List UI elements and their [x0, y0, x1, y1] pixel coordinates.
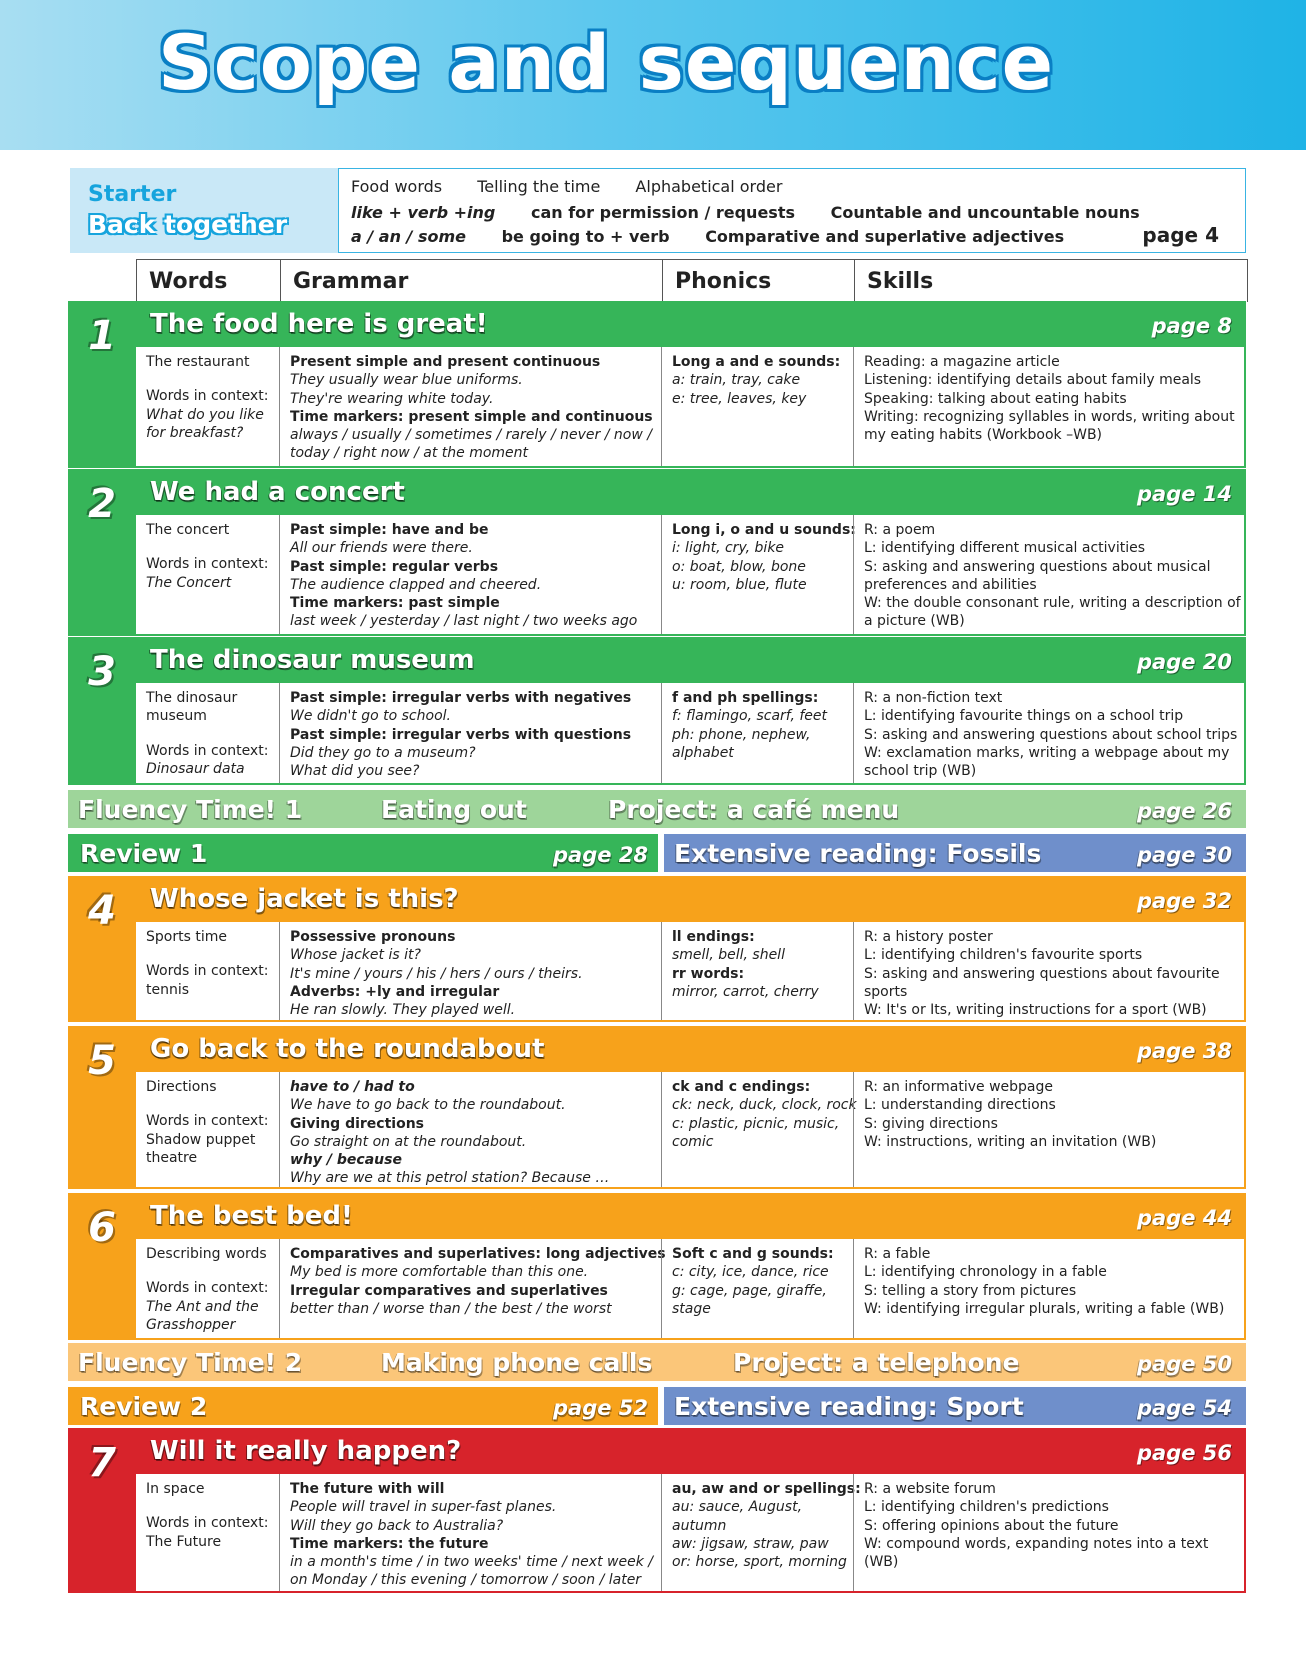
unit-page-ref: page 56: [1136, 1441, 1232, 1465]
grammar-line: Time markers: the future: [290, 1535, 489, 1552]
phonics-cell: [661, 922, 853, 1020]
extensive-reading-1-band: [664, 834, 1246, 872]
skills-line: R: an informative webpage: [864, 1079, 1053, 1095]
grammar-line: They're wearing white today.: [290, 390, 494, 407]
page-title: Scope and sequence: [158, 18, 1055, 107]
skills-line: Speaking: talking about eating habits: [864, 390, 1127, 407]
words-line: for breakfast?: [146, 424, 244, 441]
unit-page-ref: page 38: [1136, 1039, 1232, 1063]
phonics-line: stage: [672, 1300, 711, 1317]
starter-item: Alphabetical order: [635, 177, 783, 196]
unit-number: 6: [88, 1205, 116, 1251]
skills-line: S: giving directions: [864, 1115, 998, 1132]
phonics-line: f and ph spellings:: [672, 690, 819, 706]
phonics-line: smell, bell, shell: [672, 947, 785, 964]
skills-line: L: identifying different musical activities: [864, 540, 1146, 557]
unit-page-ref: page 8: [1151, 314, 1232, 338]
phonics-line: Soft c and g sounds:: [672, 1246, 834, 1262]
unit-title: Go back to the roundabout: [150, 1034, 545, 1064]
unit-body: [136, 683, 1246, 785]
grammar-cell: [279, 1474, 661, 1591]
words-line: Directions: [146, 1079, 217, 1095]
phonics-line: au: sauce, August,: [672, 1499, 803, 1516]
words-line: The concert: [146, 522, 230, 538]
fluency-topic: Making phone calls: [381, 1348, 653, 1377]
extensive-label: Extensive reading: Sport: [674, 1392, 1024, 1421]
phonics-cell: [661, 1474, 861, 1591]
phonics-line: a: train, tray, cake: [672, 372, 801, 389]
unit-body: [136, 1239, 1246, 1340]
unit-number-tab: [68, 1428, 136, 1593]
unit-title-bar: [136, 301, 1246, 347]
words-line: The restaurant: [146, 354, 250, 370]
phonics-line: au, aw and or spellings:: [672, 1481, 861, 1497]
unit-page-ref: page 20: [1136, 650, 1232, 674]
grammar-line: Past simple: irregular verbs with questions: [290, 726, 632, 743]
grammar-line: What did you see?: [290, 763, 420, 780]
unit-page-ref: page 32: [1136, 889, 1232, 913]
unit-title-bar: [136, 1026, 1246, 1072]
words-line: Words in context:: [146, 742, 269, 759]
skills-line: R: a website forum: [864, 1481, 996, 1497]
phonics-line: ph: phone, nephew,: [672, 726, 811, 743]
grammar-line: The audience clapped and cheered.: [290, 576, 542, 593]
words-line: Words in context:: [146, 1280, 269, 1297]
phonics-cell: [661, 515, 856, 634]
grammar-line: Why are we at this petrol station? Because …: [290, 1170, 610, 1187]
unit-3: [68, 637, 1246, 785]
grammar-line: Will they go back to Australia?: [290, 1517, 504, 1534]
words-cell: [136, 1239, 279, 1338]
unit-title-bar: [136, 1428, 1246, 1474]
skills-line: L: identifying chronology in a fable: [864, 1264, 1107, 1281]
starter-item: Telling the time: [477, 177, 601, 196]
grammar-cell: [279, 1239, 666, 1338]
words-line: [146, 1498, 269, 1514]
unit-number-tab: [68, 876, 136, 1022]
grammar-line: He ran slowly. They played well.: [290, 1002, 516, 1019]
skills-line: my eating habits (Workbook –WB): [864, 427, 1103, 444]
unit-1: [68, 301, 1246, 468]
words-line: theatre: [146, 1149, 198, 1166]
words-line: The dinosaur: [146, 690, 238, 706]
fluency-project: Project: a telephone: [733, 1348, 1020, 1377]
skills-line: L: identifying favourite things on a school trip: [864, 708, 1184, 725]
skills-line: W: exclamation marks, writing a webpage about my: [864, 744, 1230, 761]
fluency-label: Fluency Time! 2: [78, 1348, 303, 1377]
grammar-line: today / right now / at the moment: [290, 445, 529, 462]
column-header-grammar: Grammar: [280, 260, 662, 302]
grammar-line: They usually wear blue uniforms.: [290, 372, 523, 389]
unit-title: We had a concert: [150, 477, 405, 507]
grammar-line: Go straight on at the roundabout.: [290, 1133, 527, 1150]
skills-line: L: understanding directions: [864, 1097, 1056, 1114]
skills-line: L: identifying children's favourite sports: [864, 947, 1143, 964]
skills-line: preferences and abilities: [864, 576, 1037, 593]
phonics-line: i: light, cry, bike: [672, 540, 785, 557]
starter-item: be going to + verb: [501, 227, 670, 246]
words-line: Sports time: [146, 929, 227, 945]
fluency-project: Project: a café menu: [608, 795, 900, 824]
words-line: Grasshopper: [146, 1316, 236, 1333]
skills-line: W: the double consonant rule, writing a description of: [864, 595, 1241, 612]
unit-number-tab: [68, 1193, 136, 1340]
words-line: Words in context:: [146, 388, 269, 405]
phonics-line: alphabet: [672, 744, 734, 761]
words-line: [146, 371, 269, 387]
unit-2: [68, 469, 1246, 636]
skills-line: sports: [864, 983, 908, 1000]
grammar-line: We didn't go to school.: [290, 708, 451, 725]
grammar-line: Possessive pronouns: [290, 929, 456, 945]
review-2-band: [68, 1387, 658, 1425]
skills-line: Listening: identifying details about family meals: [864, 372, 1202, 389]
column-header-skills: Skills: [854, 260, 1247, 302]
extensive-page-ref: page 30: [1136, 843, 1232, 867]
unit-title-bar: [136, 637, 1246, 683]
phonics-line: or: horse, sport, morning: [672, 1554, 847, 1571]
starter-line-3: [351, 227, 1094, 246]
unit-number-tab: [68, 301, 136, 468]
phonics-line: ck: neck, duck, clock, rock: [672, 1097, 857, 1114]
starter-item: Countable and uncountable nouns: [830, 203, 1140, 222]
starter-line-2: [351, 203, 1170, 222]
words-line: The Ant and the: [146, 1298, 259, 1315]
words-line: Words in context:: [146, 1113, 269, 1130]
fluency-topic: Eating out: [381, 795, 527, 824]
words-cell: [136, 1474, 279, 1591]
unit-4: [68, 876, 1246, 1022]
phonics-line: g: cage, page, giraffe,: [672, 1282, 827, 1299]
unit-number: 1: [88, 313, 116, 359]
phonics-line: e: tree, leaves, key: [672, 390, 807, 407]
skills-line: S: telling a story from pictures: [864, 1282, 1077, 1299]
phonics-line: mirror, carrot, cherry: [672, 983, 819, 1000]
skills-line: R: a non-fiction text: [864, 690, 1003, 706]
skills-line: R: a poem: [864, 522, 936, 538]
skills-line: L: identifying children's predictions: [864, 1499, 1109, 1516]
words-line: The Future: [146, 1533, 222, 1550]
fluency-time-1-band: [68, 790, 1246, 828]
grammar-line: Time markers: present simple and continuous: [290, 408, 653, 425]
starter-content: [338, 168, 1246, 253]
phonics-line: Long i, o and u sounds:: [672, 522, 856, 538]
unit-6: [68, 1193, 1246, 1340]
grammar-line: on Monday / this evening / tomorrow / soon / later: [290, 1572, 642, 1589]
phonics-line: c: plastic, picnic, music,: [672, 1115, 840, 1132]
phonics-cell: [661, 683, 853, 783]
unit-page-ref: page 44: [1136, 1206, 1232, 1230]
column-header-phonics: Phonics: [662, 260, 854, 302]
extensive-label: Extensive reading: Fossils: [674, 839, 1042, 868]
review-page-ref: page 52: [552, 1396, 648, 1420]
phonics-line: aw: jigsaw, straw, paw: [672, 1535, 829, 1552]
skills-cell: [853, 515, 1246, 634]
phonics-line: Long a and e sounds:: [672, 354, 841, 370]
starter-line-1: [351, 177, 812, 196]
unit-title-bar: [136, 469, 1246, 515]
grammar-cell: [279, 347, 661, 466]
grammar-cell: [279, 1072, 661, 1187]
unit-body: [136, 922, 1246, 1022]
column-headers: [136, 259, 1248, 302]
unit-title: The best bed!: [150, 1201, 353, 1231]
review-1-band: [68, 834, 658, 872]
unit-title: The dinosaur museum: [150, 645, 475, 675]
words-cell: [136, 515, 279, 634]
skills-line: (WB): [864, 1554, 899, 1571]
words-cell: [136, 1072, 279, 1187]
starter-item: like + verb +ing: [351, 203, 496, 222]
words-cell: [136, 683, 279, 783]
words-line: [146, 1096, 269, 1112]
grammar-line: We have to go back to the roundabout.: [290, 1097, 566, 1114]
skills-line: Writing: recognizing syllables in words, writing about: [864, 408, 1235, 425]
phonics-cell: [661, 1072, 857, 1187]
fluency-time-2-band: [68, 1343, 1246, 1381]
grammar-line: Time markers: past simple: [290, 595, 500, 612]
starter-title: Back together: [88, 210, 288, 239]
skills-cell: [853, 1474, 1246, 1591]
grammar-line: Whose jacket is it?: [290, 947, 421, 964]
words-line: The Concert: [146, 574, 232, 591]
starter-section: [70, 168, 1246, 253]
grammar-line: Past simple: irregular verbs with negatives: [290, 690, 632, 706]
skills-line: W: compound words, expanding notes into a text: [864, 1535, 1209, 1552]
starter-label: Starter: [88, 182, 177, 207]
unit-body: [136, 347, 1246, 468]
starter-item: Comparative and superlative adjectives: [705, 227, 1065, 246]
fluency-page-ref: page 26: [1136, 799, 1232, 823]
grammar-line: Past simple: have and be: [290, 522, 489, 538]
phonics-line: autumn: [672, 1517, 727, 1534]
skills-line: S: asking and answering questions about musical: [864, 558, 1211, 575]
unit-title: Whose jacket is this?: [150, 884, 459, 914]
words-line: [146, 726, 269, 742]
words-line: [146, 1263, 269, 1279]
phonics-line: ck and c endings:: [672, 1079, 811, 1095]
grammar-line: Present simple and present continuous: [290, 354, 601, 370]
unit-title-bar: [136, 876, 1246, 922]
skills-line: a picture (WB): [864, 613, 965, 630]
grammar-line: why / because: [290, 1152, 402, 1169]
skills-line: S: asking and answering questions about favourite: [864, 965, 1220, 982]
starter-item: a / an / some: [351, 227, 466, 246]
grammar-line: People will travel in super-fast planes.: [290, 1499, 557, 1516]
unit-number: 7: [88, 1440, 116, 1486]
review-page-ref: page 28: [552, 843, 648, 867]
phonics-cell: [661, 1239, 853, 1338]
review-label: Review 1: [80, 839, 208, 868]
unit-title: The food here is great!: [150, 309, 488, 339]
words-line: tennis: [146, 981, 190, 998]
words-cell: [136, 347, 279, 466]
phonics-line: ll endings:: [672, 929, 755, 945]
grammar-line: always / usually / sometimes / rarely / never / now /: [290, 427, 652, 444]
unit-number-tab: [68, 1026, 136, 1189]
skills-cell: [853, 1239, 1246, 1338]
header-banner: [0, 0, 1306, 150]
unit-number: 3: [88, 649, 116, 695]
grammar-line: My bed is more comfortable than this one.: [290, 1264, 589, 1281]
unit-title: Will it really happen?: [150, 1436, 462, 1466]
starter-item: Food words: [351, 177, 443, 196]
unit-number: 4: [88, 888, 116, 934]
grammar-line: Past simple: regular verbs: [290, 558, 499, 575]
fluency-label: Fluency Time! 1: [78, 795, 303, 824]
grammar-line: better than / worse than / the best / the worst: [290, 1300, 612, 1317]
words-cell: [136, 922, 279, 1020]
grammar-cell: [279, 515, 661, 634]
words-line: Words in context:: [146, 963, 269, 980]
phonics-line: o: boat, blow, bone: [672, 558, 806, 575]
unit-5: [68, 1026, 1246, 1189]
extensive-page-ref: page 54: [1136, 1396, 1232, 1420]
phonics-line: comic: [672, 1133, 714, 1150]
words-line: Shadow puppet: [146, 1131, 256, 1148]
unit-body: [136, 515, 1246, 636]
skills-cell: [853, 683, 1246, 783]
skills-line: W: It's or Its, writing instructions for a sport (WB): [864, 1002, 1207, 1019]
phonics-line: c: city, ice, dance, rice: [672, 1264, 829, 1281]
unit-number: 5: [88, 1038, 116, 1084]
skills-line: W: instructions, writing an invitation (WB): [864, 1133, 1157, 1150]
grammar-line: Giving directions: [290, 1115, 425, 1132]
skills-cell: [853, 1072, 1246, 1187]
unit-body: [136, 1072, 1246, 1189]
phonics-line: u: room, blue, flute: [672, 576, 807, 593]
words-line: Words in context:: [146, 1515, 269, 1532]
unit-number-tab: [68, 469, 136, 636]
phonics-line: f: flamingo, scarf, feet: [672, 708, 828, 725]
grammar-line: Adverbs: +ly and irregular: [290, 983, 500, 1000]
unit-body: [136, 1474, 1246, 1593]
unit-page-ref: page 14: [1136, 482, 1232, 506]
skills-line: school trip (WB): [864, 763, 977, 780]
fluency-page-ref: page 50: [1136, 1352, 1232, 1376]
grammar-cell: [279, 683, 661, 783]
skills-line: Reading: a magazine article: [864, 354, 1060, 370]
grammar-line: Did they go to a museum?: [290, 744, 476, 761]
words-line: [146, 539, 269, 555]
skills-line: R: a fable: [864, 1246, 931, 1262]
starter-label-box: [70, 168, 338, 253]
grammar-line: last week / yesterday / last night / two weeks ago: [290, 613, 638, 630]
starter-page-ref: page 4: [1142, 223, 1219, 247]
unit-number: 2: [88, 481, 116, 527]
grammar-line: It's mine / yours / his / hers / ours / theirs.: [290, 965, 583, 982]
words-line: What do you like: [146, 406, 264, 423]
unit-title-bar: [136, 1193, 1246, 1239]
words-line: Dinosaur data: [146, 760, 245, 777]
words-line: museum: [146, 708, 207, 725]
skills-line: S: asking and answering questions about school trips: [864, 726, 1238, 743]
column-header-words: Words: [149, 269, 228, 294]
review-label: Review 2: [80, 1392, 208, 1421]
grammar-line: in a month's time / in two weeks' time / next week /: [290, 1554, 653, 1571]
words-line: Describing words: [146, 1246, 267, 1262]
extensive-reading-2-band: [664, 1387, 1246, 1425]
starter-item: can for permission / requests: [530, 203, 795, 222]
unit-7: [68, 1428, 1246, 1593]
phonics-cell: [661, 347, 853, 466]
grammar-line: Comparatives and superlatives: long adjectives: [290, 1246, 666, 1262]
unit-number-tab: [68, 637, 136, 785]
skills-line: R: a history poster: [864, 929, 993, 945]
skills-line: W: identifying irregular plurals, writing a fable (WB): [864, 1300, 1225, 1317]
skills-line: S: offering opinions about the future: [864, 1517, 1119, 1534]
words-line: [146, 946, 269, 962]
words-line: Words in context:: [146, 556, 269, 573]
phonics-line: rr words:: [672, 965, 745, 982]
skills-cell: [853, 347, 1246, 466]
skills-cell: [853, 922, 1246, 1020]
grammar-line: have to / had to: [290, 1079, 415, 1095]
words-line: In space: [146, 1481, 205, 1497]
grammar-line: Irregular comparatives and superlatives: [290, 1282, 608, 1299]
grammar-line: The future with will: [290, 1481, 445, 1497]
grammar-cell: [279, 922, 661, 1020]
grammar-line: All our friends were there.: [290, 540, 473, 557]
